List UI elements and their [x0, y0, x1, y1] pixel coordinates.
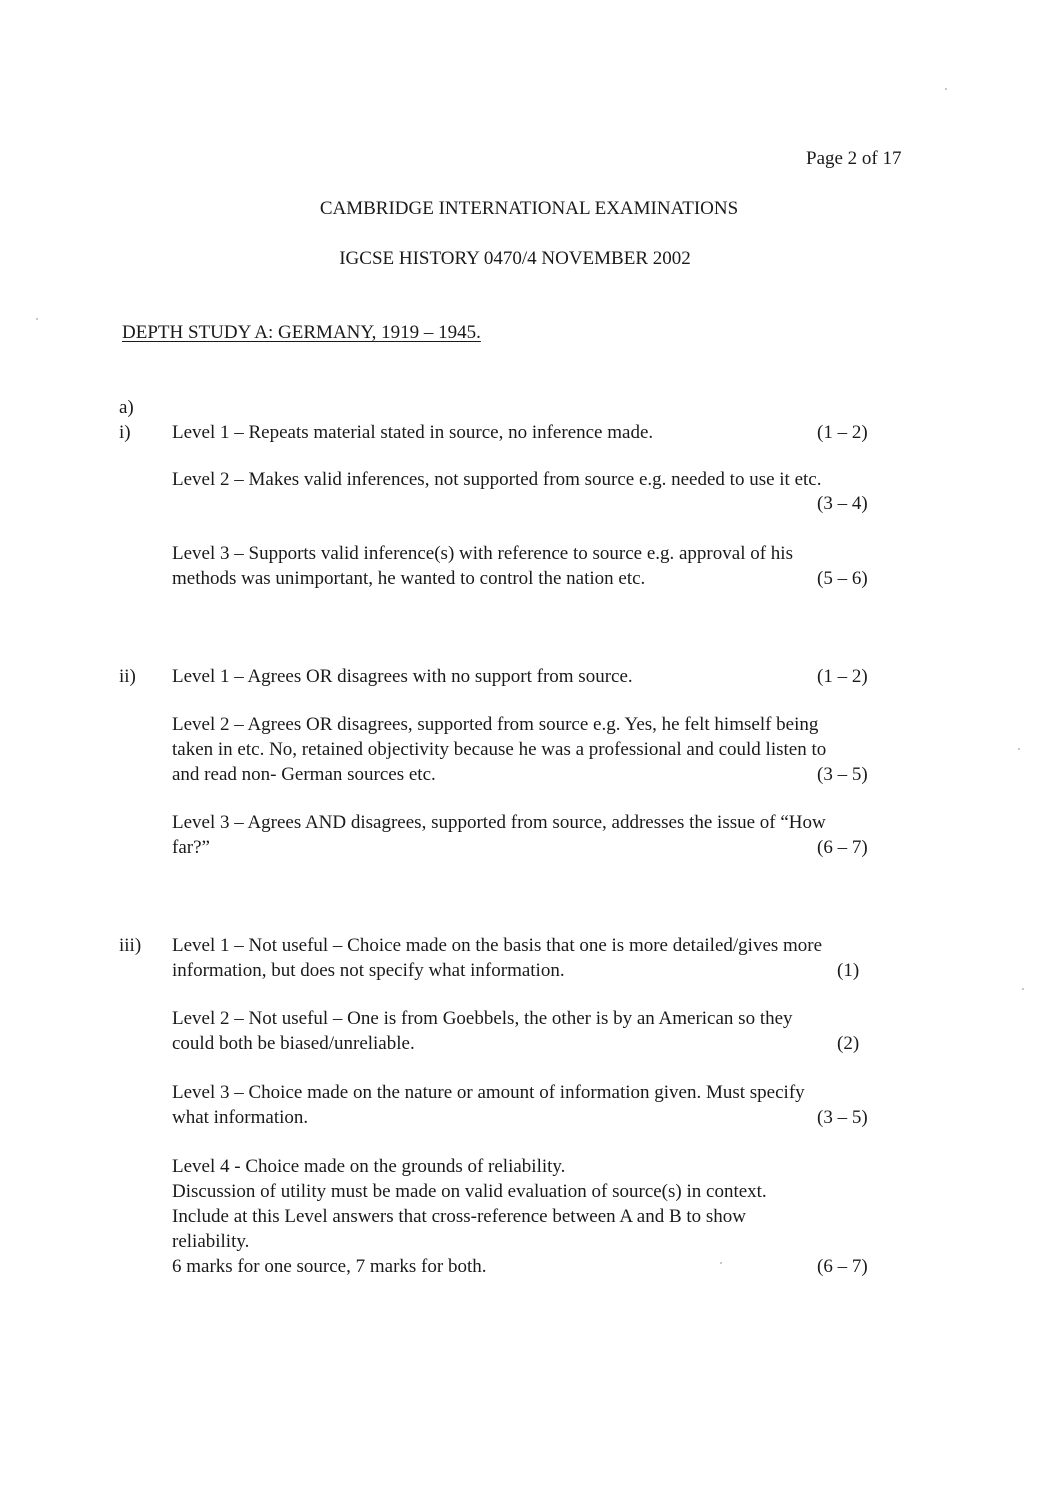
- level-criterion: [172, 810, 882, 860]
- page-number: Page 2 of 17: [806, 148, 902, 169]
- mark-range: (6 – 7): [817, 1256, 868, 1277]
- criterion-line: Level 1 – Not useful – Choice made on the basis that one is more detailed/gives more: [172, 935, 823, 956]
- exam-heading: IGCSE HISTORY 0470/4 NOVEMBER 2002: [339, 248, 691, 269]
- criterion-line: what information.: [172, 1107, 309, 1128]
- criterion-line: Level 3 – Agrees AND disagrees, supported from source, addresses the issue of “How: [172, 812, 826, 833]
- criterion-line: taken in etc. No, retained objectivity because he was a professional and could listen to: [172, 739, 827, 760]
- criterion-line: could both be biased/unreliable.: [172, 1033, 415, 1054]
- criterion-line: Level 4 - Choice made on the grounds of reliability.: [172, 1156, 566, 1177]
- mark-range: (3 – 4): [817, 493, 868, 514]
- mark-range: (3 – 5): [817, 1107, 868, 1128]
- criterion-line: Level 1 – Agrees OR disagrees with no support from source.: [172, 666, 633, 687]
- scan-speck: [1022, 988, 1024, 990]
- criterion-line: and read non- German sources etc.: [172, 764, 436, 785]
- level-criterion: [172, 1154, 882, 1279]
- criterion-line: Level 2 – Not useful – One is from Goebbels, the other is by an American so they: [172, 1008, 793, 1029]
- level-criterion: [172, 933, 882, 983]
- mark-range: (5 – 6): [817, 568, 868, 589]
- level-criterion: [172, 541, 882, 591]
- scan-speck: [1018, 748, 1020, 750]
- criterion-line: Level 3 – Choice made on the nature or amount of information given. Must specify: [172, 1082, 805, 1103]
- mark-range: (6 – 7): [817, 837, 868, 858]
- part-numeral-iii: iii): [119, 935, 142, 956]
- scan-speck: [720, 1262, 722, 1264]
- criterion-line: Level 1 – Repeats material stated in source, no inference made.: [172, 422, 654, 443]
- mark-range: (1 – 2): [817, 666, 868, 687]
- criterion-line: information, but does not specify what information.: [172, 960, 565, 981]
- criterion-line: Level 3 – Supports valid inference(s) with reference to source e.g. approval of his: [172, 543, 793, 564]
- mark-range: (3 – 5): [817, 764, 868, 785]
- mark-range: (2): [837, 1033, 860, 1054]
- criterion-line: Level 2 – Makes valid inferences, not supported from source e.g. needed to use it etc.: [172, 469, 822, 490]
- criterion-line: 6 marks for one source, 7 marks for both.: [172, 1256, 487, 1277]
- level-criterion: [172, 467, 882, 514]
- depth-study-title: DEPTH STUDY A: GERMANY, 1919 – 1945.: [122, 322, 481, 343]
- criterion-line: far?”: [172, 837, 210, 858]
- question-letter: a): [119, 397, 134, 418]
- part-numeral-i: i): [119, 422, 131, 443]
- part-numeral-ii: ii): [119, 666, 136, 687]
- organisation-heading: CAMBRIDGE INTERNATIONAL EXAMINATIONS: [319, 198, 739, 219]
- criterion-line: Include at this Level answers that cross-reference between A and B to show: [172, 1206, 747, 1227]
- scan-speck: [36, 318, 38, 320]
- mark-range: (1): [837, 960, 860, 981]
- level-criterion: [172, 1080, 882, 1130]
- level-criterion: [172, 420, 882, 445]
- level-criterion: [172, 664, 882, 689]
- level-criterion: [172, 1006, 882, 1056]
- criterion-line: Discussion of utility must be made on valid evaluation of source(s) in context.: [172, 1181, 767, 1202]
- criterion-line: Level 2 – Agrees OR disagrees, supported from source e.g. Yes, he felt himself being: [172, 714, 819, 735]
- criterion-line: reliability.: [172, 1231, 250, 1252]
- mark-range: (1 – 2): [817, 422, 868, 443]
- scan-speck: [945, 88, 947, 90]
- criterion-line: methods was unimportant, he wanted to control the nation etc.: [172, 568, 646, 589]
- level-criterion: [172, 712, 882, 787]
